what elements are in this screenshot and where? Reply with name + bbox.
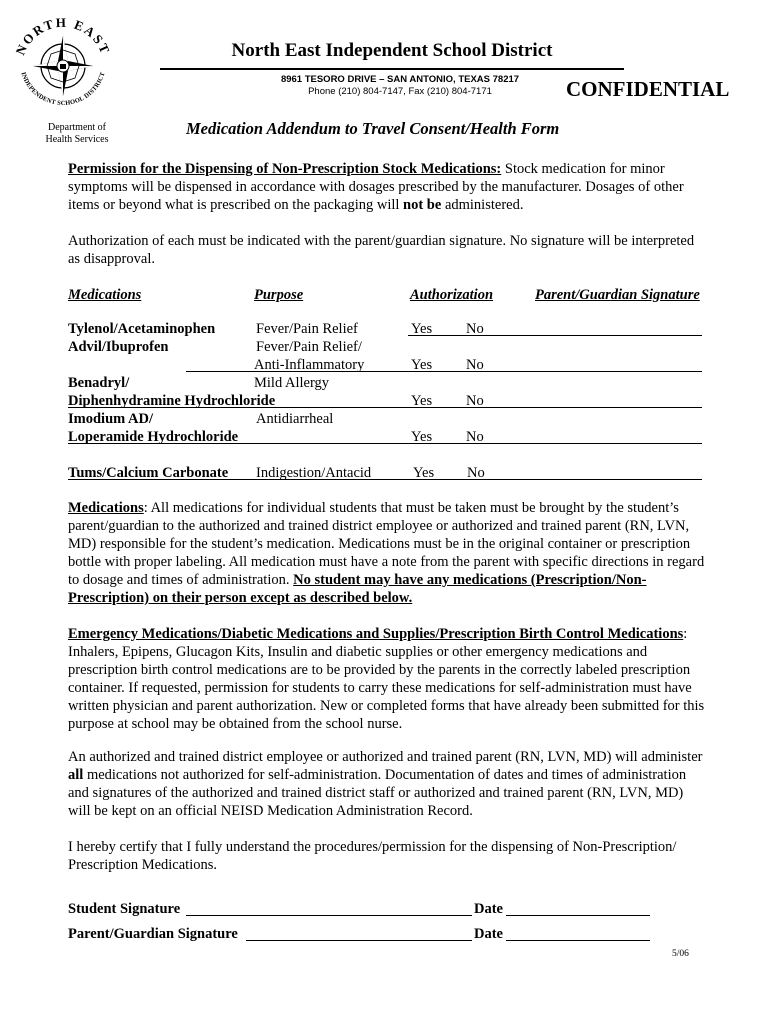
administer-paragraph	[68, 748, 708, 820]
form-title: Medication Addendum to Travel Consent/Health Form	[186, 119, 560, 138]
emergency-text: : Inhalers, Epipens, Glucagon Kits, Insulin and diabetic supplies or other emergency medications and prescription birth control medications are to be provided by the parents in the correctly labeled prescription container. If requested, permission for students to carry these medications for self-administration must have written physician and parent authorization. New or completed forms that have already been submitted for this purpose at school may be obtained from the school nurse.	[68, 626, 705, 732]
department-line-1: Department of	[47, 122, 107, 133]
yes-option[interactable]: Yes	[411, 429, 433, 445]
yes-option[interactable]: Yes	[413, 465, 435, 481]
logo-text-bottom: INDEPENDENT SCHOOL DISTRICT	[19, 71, 107, 107]
medications-text: : All medications for individual students that must be taken must be brought by the student’s parent/guardian to the authorized and trained district employee or authorized and trained parent (RN, LVN, MD) responsible for the student’s medication. Medications must be in the original container or prescription bottle with proper labeling. All medication must have a note from the parent with specific directions in regard to dosage and times of administration.	[68, 500, 705, 588]
no-option[interactable]: No	[467, 465, 485, 481]
permission-text-1: Stock medication for minor symptoms will be dispensed in accordance with dosages prescribed by the manufacturer. Dosages of other items or beyond what is prescribed on the packaging will	[68, 161, 684, 213]
purpose-tylenol: Fever/Pain Relief	[256, 321, 358, 337]
logo-text-top: NORTH EAST	[12, 14, 114, 58]
purpose-tums: Indigestion/Antacid	[256, 465, 372, 481]
emergency-heading: Emergency Medications/Diabetic Medications and Supplies/Prescription Birth Control Medications	[68, 626, 684, 642]
header-rule	[160, 68, 624, 70]
no-option[interactable]: No	[466, 393, 484, 409]
all-emphasis: all	[68, 767, 84, 783]
parent-signature-line[interactable]	[246, 925, 472, 941]
parent-signature-label: Parent/Guardian Signature	[68, 926, 238, 942]
authorization-note: Authorization of each must be indicated with the parent/guardian signature. No signature will be interpreted as disapproval.	[68, 233, 695, 267]
med-benadryl-2: Diphenhydramine Hydrochloride	[68, 393, 276, 409]
permission-text-2: administered.	[441, 197, 524, 213]
signature-line-benadryl[interactable]	[68, 392, 702, 408]
header-signature: Parent/Guardian Signature	[535, 287, 700, 303]
medications-paragraph	[68, 499, 708, 607]
header-authorization: Authorization	[410, 287, 494, 303]
medications-heading: Medications	[68, 500, 144, 516]
department-line-2: Health Services	[45, 134, 109, 145]
emergency-paragraph	[68, 625, 708, 733]
administer-text-2: medications not authorized for self-administration. Documentation of dates and times of administration and signatures of the authorized and trained district staff or authorized and trained parent (RN, LVN, MD) will be kept on an official NEISD Medication Administration Record.	[68, 767, 687, 819]
address: 8961 TESORO DRIVE – SAN ANTONIO, TEXAS 78217	[280, 74, 520, 85]
table-header-row	[68, 286, 708, 304]
district-logo	[8, 10, 118, 120]
form-version: 5/06	[672, 949, 689, 959]
purpose-imodium: Antidiarrheal	[256, 411, 334, 427]
table-row	[68, 374, 708, 392]
parent-date-line[interactable]	[506, 925, 650, 941]
medications-emphasis: No student may have any medications (Prescription/Non-Prescription) on their person except as described below.	[68, 572, 647, 606]
signature-line-tylenol[interactable]	[408, 320, 702, 336]
district-title: North East Independent School District	[231, 40, 553, 61]
student-date-label: Date	[474, 901, 503, 917]
med-tums: Tums/Calcium Carbonate	[68, 465, 229, 481]
purpose-advil-2: Anti-Inflammatory	[254, 357, 365, 373]
no-option[interactable]: No	[466, 429, 484, 445]
purpose-benadryl: Mild Allergy	[254, 375, 330, 391]
header-medications: Medications	[68, 287, 142, 303]
signature-line-tums[interactable]	[68, 464, 702, 480]
med-imodium-2: Loperamide Hydrochloride	[68, 429, 239, 445]
student-signature-label: Student Signature	[68, 901, 181, 917]
not-be-emphasis: not be	[403, 197, 442, 213]
no-option[interactable]: No	[466, 357, 484, 373]
permission-paragraph	[68, 160, 708, 214]
student-date-line[interactable]	[506, 900, 650, 916]
med-imodium-1: Imodium AD/	[68, 411, 154, 427]
certify-paragraph: I hereby certify that I fully understand the procedures/permission for the dispensing of Non-Prescription/ Prescription Medications.	[68, 839, 677, 873]
yes-option[interactable]: Yes	[411, 321, 433, 337]
signature-line-advil[interactable]	[186, 356, 702, 372]
purpose-advil-1: Fever/Pain Relief/	[256, 339, 362, 355]
table-row	[68, 410, 708, 428]
administer-text-1: An authorized and trained district employee or authorized and trained parent (RN, LVN, MD) will administer	[68, 749, 703, 765]
phone-fax: Phone (210) 804-7147, Fax (210) 804-7171	[308, 86, 492, 97]
no-option[interactable]: No	[466, 321, 484, 337]
header-purpose: Purpose	[254, 287, 304, 303]
confidential-label: CONFIDENTIAL	[566, 77, 730, 101]
med-advil: Advil/Ibuprofen	[68, 339, 169, 355]
permission-heading: Permission for the Dispensing of Non-Prescription Stock Medications:	[68, 161, 502, 177]
med-tylenol: Tylenol/Acetaminophen	[68, 321, 216, 337]
signature-line-imodium[interactable]	[68, 428, 702, 444]
parent-date-label: Date	[474, 926, 503, 942]
yes-option[interactable]: Yes	[411, 393, 433, 409]
med-benadryl-1: Benadryl/	[68, 375, 130, 391]
table-row	[68, 338, 708, 356]
yes-option[interactable]: Yes	[411, 357, 433, 373]
department-label	[22, 122, 132, 146]
student-signature-line[interactable]	[186, 900, 472, 916]
